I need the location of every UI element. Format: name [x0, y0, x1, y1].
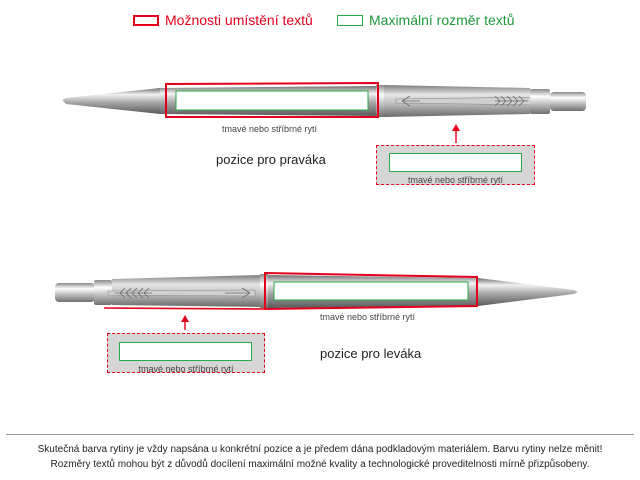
placement-frame-edge — [104, 308, 265, 309]
position-label-right-handed: pozice pro praváka — [216, 152, 326, 167]
pointer-arrow-right-handed — [452, 124, 460, 131]
pointer-arrow-left-handed — [181, 315, 189, 322]
legend-max-size-label: Maximální rozměr textů — [369, 12, 515, 28]
panel-caption-left-handed: tmavé nebo stříbrné rytí — [138, 364, 234, 374]
placement-frame-swatch — [133, 15, 159, 26]
right-handed-section — [0, 50, 640, 250]
footer-line-2: Rozměry textů mohou být z důvodů docílení maximální možné kvality a technologické proveditelnosti mírně přizpůsobeny. — [50, 459, 590, 470]
pen-tip — [478, 278, 578, 306]
engraving-caption-right-handed: tmavé nebo stříbrné rytí — [222, 124, 318, 134]
max-size-frame-swatch — [337, 15, 363, 26]
pen-push-button — [550, 92, 586, 111]
legend-placement-label: Možnosti umístění textů — [165, 12, 313, 28]
legend-item-placement — [133, 10, 313, 30]
legend — [0, 10, 640, 32]
pen-right-handed — [0, 50, 640, 250]
footer-line-1: Skutečná barva rytiny je vždy napsána u konkrétní pozice a je předem dána podkladovým materiálem. Barvu rytiny nelze měnit! — [37, 444, 603, 455]
left-handed-section — [0, 250, 640, 380]
panel-caption-right-handed: tmavé nebo stříbrné rytí — [407, 175, 504, 185]
legend-item-max-size — [337, 10, 514, 30]
engraving-caption-left-handed: tmavé nebo stříbrné rytí — [320, 312, 416, 322]
position-label-left-handed: pozice pro leváka — [320, 346, 422, 361]
footer-note — [0, 442, 640, 472]
detail-panel-right-handed — [376, 145, 535, 185]
pen-tip — [62, 88, 160, 114]
pen-cap-ring — [530, 89, 550, 114]
pen-push-button — [55, 283, 95, 302]
max-size-box-detail-right-handed — [389, 153, 522, 172]
footer-divider — [6, 434, 634, 435]
max-size-box-right-handed — [176, 91, 368, 110]
max-size-box-detail-left-handed — [119, 342, 252, 361]
max-size-box-left-handed — [274, 282, 468, 300]
detail-panel-left-handed — [107, 333, 265, 373]
